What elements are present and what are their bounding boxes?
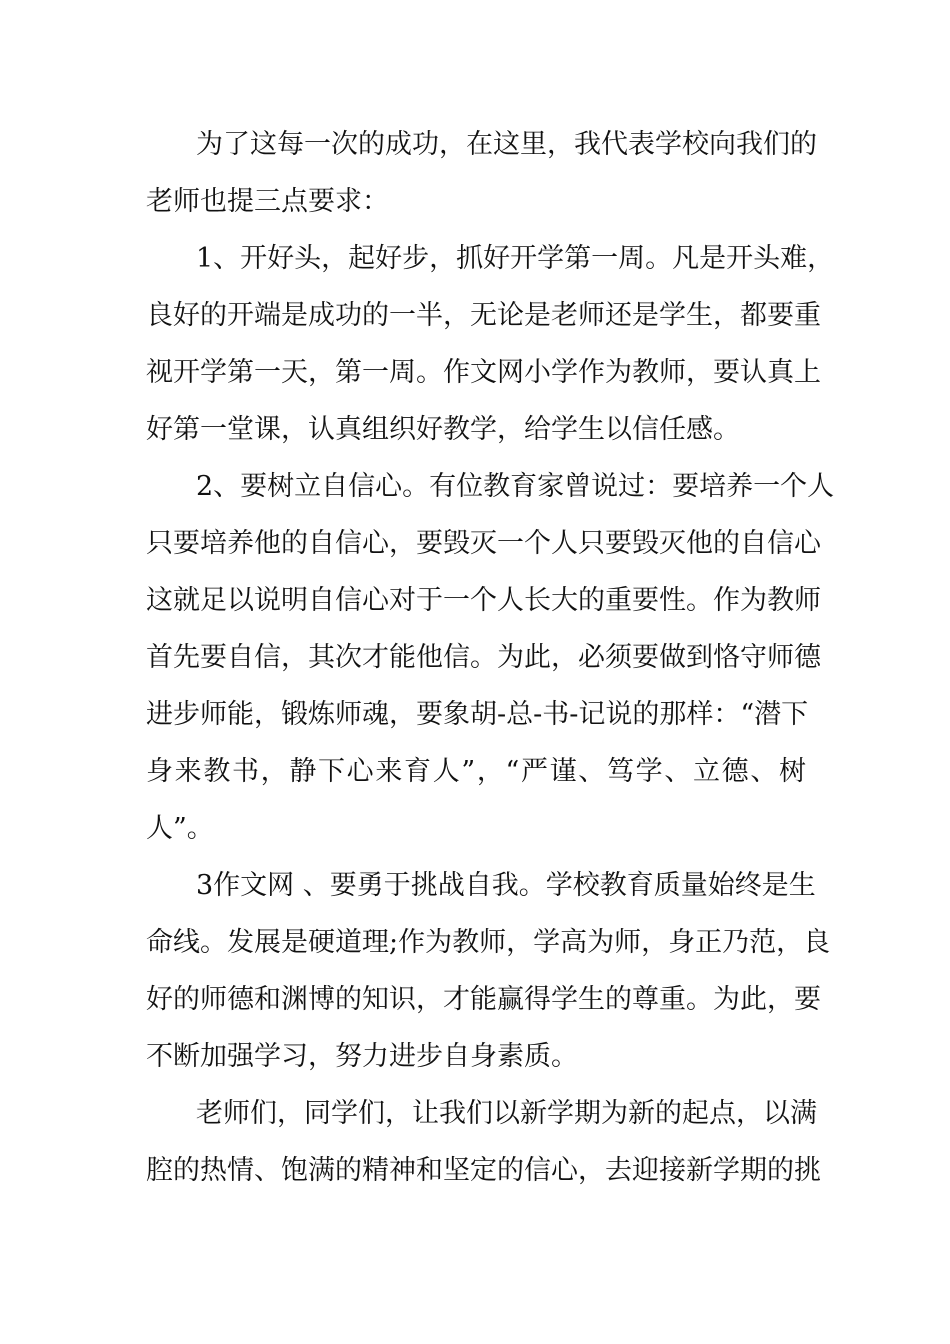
text-line: 好的师德和渊博的知识，才能赢得学生的尊重。为此，要	[146, 984, 821, 1015]
text-line: 3作文网 、要勇于挑战自我。学校教育质量始终是生	[196, 870, 816, 901]
text-line: 腔的热情、饱满的精神和坚定的信心，去迎接新学期的挑	[146, 1155, 821, 1186]
text-line: 只要培养他的自信心，要毁灭一个人只要毁灭他的自信心	[146, 528, 821, 559]
text-line: 为了这每一次的成功，在这里，我代表学校向我们的	[196, 129, 817, 160]
text-line: 1、开好头，起好步，抓好开学第一周。凡是开头难，	[196, 243, 835, 274]
document-body	[146, 116, 835, 1199]
text-line: 身来教书，静下心来育人”，“严谨、笃学、立德、树	[146, 756, 806, 787]
text-line: 良好的开端是成功的一半，无论是老师还是学生，都要重	[146, 300, 821, 331]
text-line: 老师们，同学们，让我们以新学期为新的起点，以满	[196, 1098, 817, 1129]
text-line: 首先要自信，其次才能他信。为此，必须要做到恪守师德	[146, 642, 821, 673]
text-line: 不断加强学习，努力进步自身素质。	[146, 1041, 578, 1072]
text-line: 这就足以说明自信心对于一个人长大的重要性。作为教师	[146, 585, 821, 616]
text-line: 2、要树立自信心。有位教育家曾说过：要培养一个人	[196, 471, 835, 502]
text-line: 老师也提三点要求：	[146, 186, 389, 217]
text-line: 进步师能，锻炼师魂，要象胡-总-书-记说的那样：“潜下	[146, 699, 809, 730]
text-line: 命线。发展是硬道理;作为教师，学高为师，身正乃范，良	[146, 927, 831, 958]
text-line: 好第一堂课，认真组织好教学，给学生以信任感。	[146, 414, 740, 445]
text-line: 人”。	[146, 813, 214, 844]
text-line: 视开学第一天，第一周。作文网小学作为教师，要认真上	[146, 357, 821, 388]
